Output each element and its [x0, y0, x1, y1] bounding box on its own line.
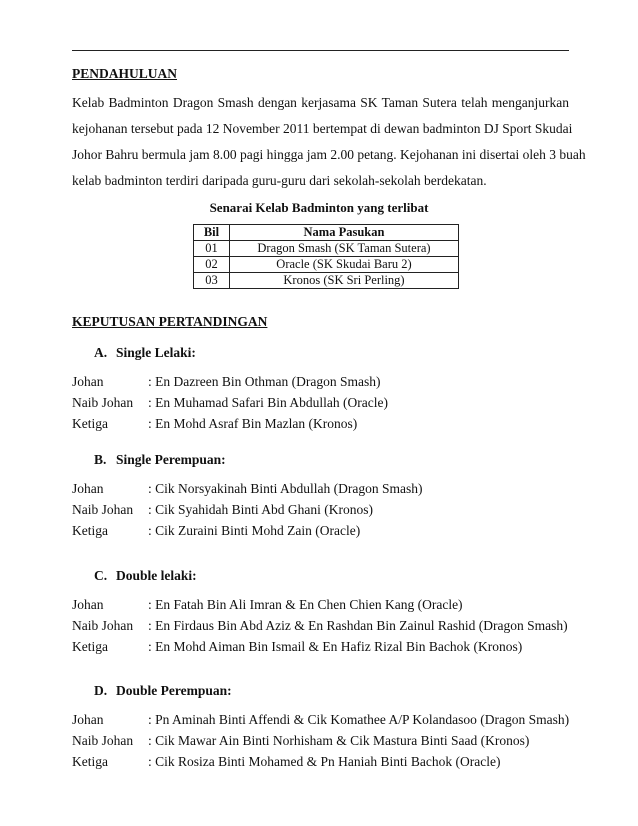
result-row — [72, 597, 463, 613]
result-position: Ketiga — [72, 416, 108, 431]
result-winner: : En Muhamad Safari Bin Abdullah (Oracle) — [148, 395, 388, 410]
result-row — [72, 618, 568, 634]
section-title — [94, 452, 226, 468]
cell-team: Kronos (SK Sri Perling) — [230, 273, 459, 289]
intro-line: Kelab Badminton Dragon Smash dengan kerjasama SK Taman Sutera telah menganjurkan — [72, 95, 569, 110]
table-header-row — [194, 225, 459, 241]
cell-bil: 02 — [194, 257, 230, 273]
intro-line: kejohanan tersebut pada 12 November 2011 bertempat di dewan badminton DJ Sport Skudai — [72, 121, 573, 136]
cell-team: Dragon Smash (SK Taman Sutera) — [230, 241, 459, 257]
section-title — [94, 568, 197, 584]
result-row — [72, 754, 500, 770]
result-row — [72, 639, 522, 655]
result-row — [72, 416, 357, 432]
section-letter: D. — [94, 683, 108, 698]
section-letter: A. — [94, 345, 108, 360]
top-rule — [72, 50, 569, 51]
result-position: Naib Johan — [72, 502, 134, 517]
result-winner: : Cik Syahidah Binti Abd Ghani (Kronos) — [148, 502, 373, 517]
result-winner: : En Mohd Asraf Bin Mazlan (Kronos) — [148, 416, 358, 431]
intro-heading: PENDAHULUAN — [72, 66, 178, 81]
clubs-caption: Senarai Kelab Badminton yang terlibat — [209, 200, 429, 215]
result-winner: : En Firdaus Bin Abd Aziz & En Rashdan Bin Zainul Rashid (Dragon Smash) — [148, 618, 568, 633]
result-winner: : Cik Norsyakinah Binti Abdullah (Dragon Smash) — [148, 481, 423, 496]
result-winner: : En Fatah Bin Ali Imran & En Chen Chien Kang (Oracle) — [148, 597, 463, 612]
section-title — [94, 345, 196, 361]
table-row — [194, 273, 459, 289]
result-row — [72, 502, 373, 518]
result-winner: : En Dazreen Bin Othman (Dragon Smash) — [148, 374, 381, 389]
result-row — [72, 523, 360, 539]
header-nama-pasukan: Nama Pasukan — [230, 225, 459, 241]
result-winner: : Cik Rosiza Binti Mohamed & Pn Haniah Binti Bachok (Oracle) — [148, 754, 501, 769]
section-title — [94, 683, 232, 699]
result-winner: : Cik Zuraini Binti Mohd Zain (Oracle) — [148, 523, 361, 538]
result-winner: : En Mohd Aiman Bin Ismail & En Hafiz Rizal Bin Bachok (Kronos) — [148, 639, 523, 654]
result-position: Ketiga — [72, 754, 108, 769]
cell-team: Oracle (SK Skudai Baru 2) — [230, 257, 459, 273]
results-heading: KEPUTUSAN PERTANDINGAN — [72, 314, 268, 329]
clubs-table — [193, 224, 459, 289]
section-name: Single Lelaki: — [116, 345, 196, 360]
result-row — [72, 374, 380, 390]
result-position: Naib Johan — [72, 395, 134, 410]
result-row — [72, 712, 569, 728]
section-letter: C. — [94, 568, 108, 583]
section-name: Double Perempuan: — [116, 683, 232, 698]
result-position: Naib Johan — [72, 618, 134, 633]
intro-line: Johor Bahru bermula jam 8.00 pagi hingga jam 2.00 petang. Kejohanan ini disertai oleh 3 buah — [72, 147, 586, 162]
cell-bil: 01 — [194, 241, 230, 257]
result-position: Johan — [72, 597, 104, 612]
result-row — [72, 481, 422, 497]
cell-bil: 03 — [194, 273, 230, 289]
intro-line: kelab badminton terdiri daripada guru-guru dari sekolah-sekolah berdekatan. — [72, 173, 487, 188]
section-letter: B. — [94, 452, 107, 467]
result-row — [72, 395, 388, 411]
result-position: Johan — [72, 712, 104, 727]
header-bil: Bil — [194, 225, 230, 241]
section-name: Double lelaki: — [116, 568, 197, 583]
result-position: Johan — [72, 374, 104, 389]
result-position: Ketiga — [72, 523, 108, 538]
section-name: Single Perempuan: — [116, 452, 226, 467]
result-winner: : Cik Mawar Ain Binti Norhisham & Cik Mastura Binti Saad (Kronos) — [148, 733, 530, 748]
result-position: Johan — [72, 481, 104, 496]
table-row — [194, 241, 459, 257]
result-position: Ketiga — [72, 639, 108, 654]
table-row — [194, 257, 459, 273]
result-winner: : Pn Aminah Binti Affendi & Cik Komathee A/P Kolandasoo (Dragon Smash) — [148, 712, 570, 727]
result-row — [72, 733, 529, 749]
result-position: Naib Johan — [72, 733, 134, 748]
intro-paragraph — [72, 90, 586, 194]
